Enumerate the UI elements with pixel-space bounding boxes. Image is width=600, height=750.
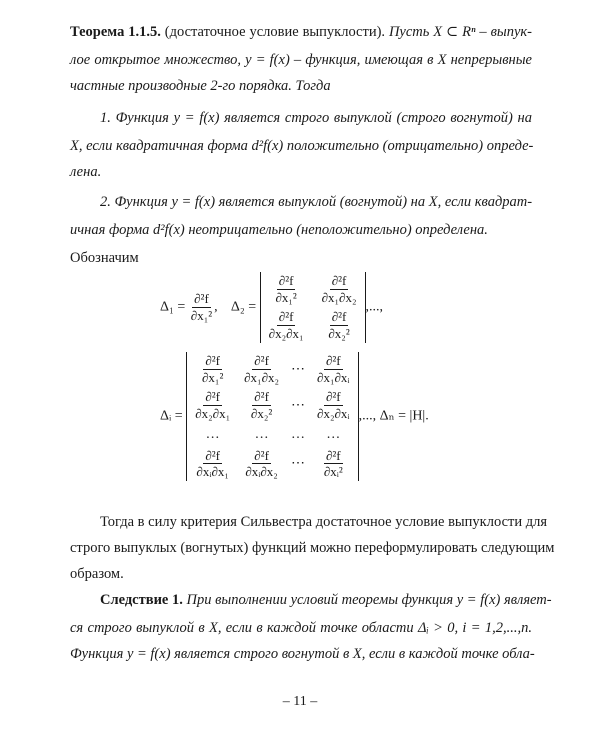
delta1-fraction: $\frac{\text{∂²f}}{\text{∂x₁²}}$ (190, 291, 213, 323)
theorem-line-2: лое открытое множество, y = f(x) – функция, имеющая в X непрерывные (70, 52, 532, 68)
corollary-line-1-rest: При выполнении условий теоремы функция y = f(x) являет- (186, 592, 552, 608)
delta-n-tail: ,..., Δₙ = |H|. (358, 408, 429, 424)
item1-line-3: лена. (70, 164, 102, 180)
sylvester-line-1: Тогда в силу критерия Сильвестра достаточное условие выпуклости для (100, 514, 548, 530)
corollary-line-3: Функция y = f(x) является строго вогнутой в X, если в каждой точке обла- (70, 646, 535, 662)
denote-label: Обозначим (70, 250, 139, 266)
delta1-label: Δ₁ = (160, 299, 186, 315)
theorem-line-3: частные производные 2-го порядка. Тогда (70, 78, 331, 94)
formula-delta-i (160, 352, 429, 481)
delta-i-label: Δᵢ = (160, 408, 183, 424)
delta2-tail: ,..., (365, 299, 383, 315)
delta-i-determinant: $\frac{\text{∂²f}}{\text{∂x₁²}}$ $\frac{\text{∂²f}}{\text{∂x₁∂x₂}}$ ⋯ $\frac{\text{∂²f}}{\text{∂x₁∂xᵢ}}$ $\frac{\text{∂²f}}{\text{∂x₂∂x₁}}$ $\frac{\text{∂²f}}{\text{∂x₂²}}$ ⋯ $\frac{\text{∂²f}}{\text{∂x₂∂xᵢ}}$ … … … … $\frac{\text{∂²f}}{\text{∂xᵢ∂x₁}}$ $\frac{\text{∂²f}}{\text{∂xᵢ∂x₂}}$ ⋯ $\frac{\text{∂²f}}{\text{∂xᵢ²}}$ (186, 352, 358, 481)
sylvester-line-2: строго выпуклых (вогнутых) функций можно переформулировать следующим (70, 540, 555, 556)
item1-line-2: X, если квадратичная форма d²f(x) положительно (отрицательно) опреде- (70, 138, 534, 154)
theorem-condition: (достаточное условие выпуклости). (164, 24, 386, 40)
delta2-label: Δ₂ = (230, 299, 257, 315)
item1-line-1: 1. Функция y = f(x) является строго выпуклой (строго вогнутой) на (100, 110, 532, 126)
corollary-line-1 (100, 592, 552, 609)
item2-line-2: ичная форма d²f(x) неотрицательно (неположительно) определена. (70, 222, 488, 238)
page-number: – 11 – (282, 694, 318, 709)
sylvester-line-3: образом. (70, 566, 124, 582)
item2-line-1: 2. Функция y = f(x) является выпуклой (вогнутой) на X, если квадрат- (100, 194, 533, 210)
corollary-title: Следствие 1. (100, 592, 183, 608)
theorem-line-1 (70, 24, 532, 41)
corollary-line-2: ся строго выпуклой в X, если в каждой точке области Δᵢ > 0, i = 1,2,...,n. (70, 620, 532, 636)
delta2-determinant: $\frac{\text{∂²f}}{\text{∂x₁²}}$ $\frac{\text{∂²f}}{\text{∂x₁∂x₂}}$ $\frac{\text{∂²f}}{\text{∂x₂∂x₁}}$ $\frac{\text{∂²f}}{\text{∂x₂²}}$ (260, 272, 366, 343)
formula-delta1-delta2: Δ₁ = $\frac{\text{∂²f}}{\text{∂x₁²}}$ , Δ₂ = $\frac{\text{∂²f}}{\text{∂x₁²}}$ $\frac{\text{∂²f}}{\text{∂x₁∂x₂}}$ $\frac{\text{∂²f}}{\text{∂x₂∂x₁}}$ $\frac{\text{∂²f}}{\text{∂x₂²}}$ ,..., (160, 273, 383, 341)
theorem-title: Теорема 1.1.5. (70, 24, 161, 40)
theorem-line-1-rest: Пусть X ⊂ Rⁿ – выпук- (388, 24, 532, 40)
